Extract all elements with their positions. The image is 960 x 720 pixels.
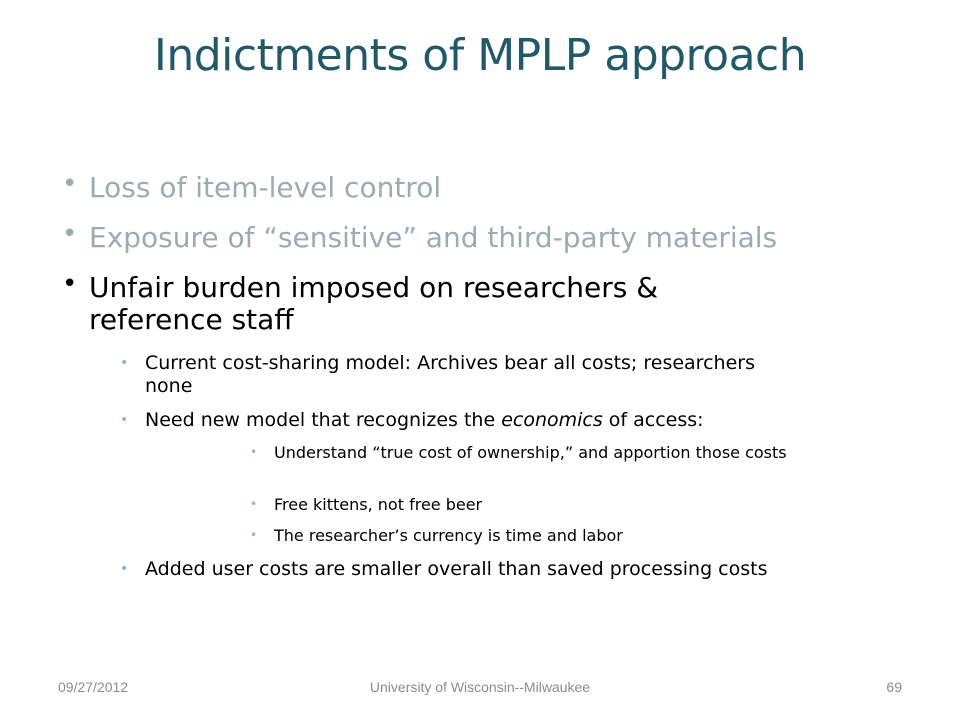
bullet-dot-icon: • [250, 528, 258, 542]
sub-bullet-text-part: of access: [602, 409, 704, 431]
bullet-dot-icon: • [120, 561, 129, 577]
sub-bullet-text: Added user costs are smaller overall than saved processing costs [145, 558, 768, 580]
bullet-item [62, 169, 892, 204]
bullet-text: Exposure of “sensitive” and third-party materials [89, 221, 778, 254]
bullet-dot-icon: • [120, 355, 129, 371]
footer-organization: University of Wisconsin--Milwaukee [369, 679, 591, 695]
sub-sub-bullet-item [250, 443, 870, 463]
bullet-dot-icon: • [62, 219, 78, 249]
sub-bullet-item [120, 352, 780, 398]
bullet-item [62, 269, 782, 336]
bullet-dot-icon: • [62, 269, 78, 299]
sub-sub-bullet-item [250, 526, 880, 546]
bullet-item [62, 219, 892, 254]
emphasis-text: economics [501, 409, 603, 431]
bullet-dot-icon: • [120, 412, 129, 428]
footer-date: 09/27/2012 [58, 679, 129, 695]
bullet-dot-icon: • [62, 169, 78, 199]
sub-sub-bullet-text: The researcher’s currency is time and labor [274, 526, 623, 545]
sub-bullet-text [145, 409, 860, 432]
footer-page-number: 69 [886, 679, 902, 695]
sub-bullet-item [120, 409, 860, 432]
slide-title: Indictments of MPLP approach [153, 30, 807, 81]
sub-bullet-text-part: Need new model that recognizes the [145, 409, 502, 431]
sub-bullet-text: Current cost-sharing model: Archives bear all costs; researchers none [145, 352, 755, 397]
bullet-dot-icon: • [250, 445, 258, 459]
sub-sub-bullet-text: Free kittens, not free beer [274, 495, 483, 514]
sub-sub-bullet-item [250, 495, 880, 515]
bullet-text: Unfair burden imposed on researchers & reference staff [89, 271, 659, 336]
bullet-dot-icon: • [250, 497, 258, 511]
bullet-text: Loss of item-level control [89, 171, 442, 204]
sub-sub-bullet-text: Understand “true cost of ownership,” and apportion those costs [274, 443, 787, 462]
sub-bullet-item [120, 558, 850, 581]
